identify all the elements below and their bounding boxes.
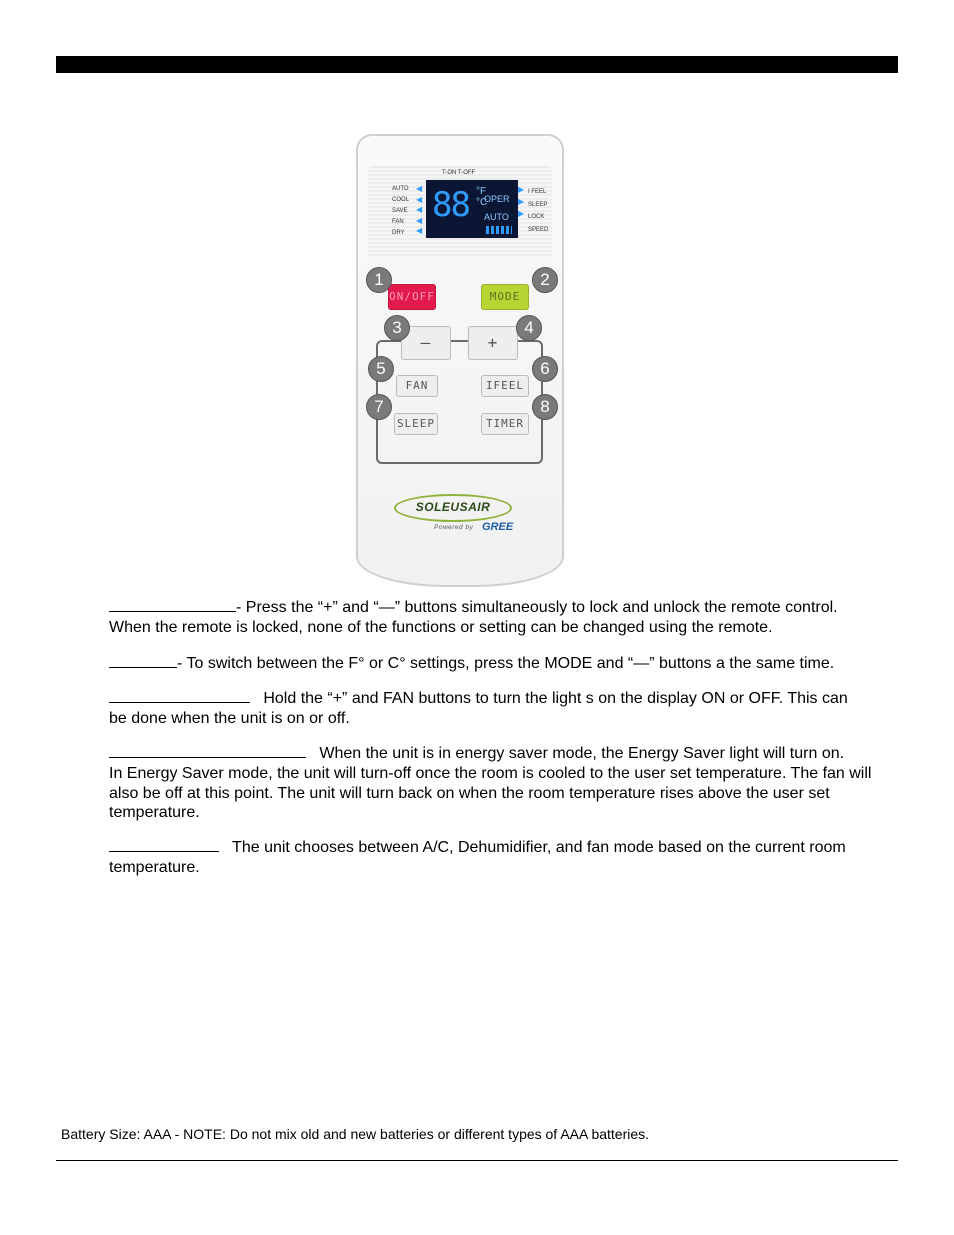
callout-3: 3 — [384, 315, 410, 341]
plus-button: + — [468, 326, 518, 360]
fan-button: FAN — [396, 375, 438, 397]
paragraph-auto-mode — [109, 837, 894, 878]
lcd-unit-f: °F — [476, 186, 487, 197]
lcd-left-arrows-icon: ◀ ◀ ◀ ◀ ◀ — [416, 184, 423, 235]
lcd-oper: OPER — [484, 194, 510, 204]
brand-logo: SOLEUSAIR — [394, 494, 512, 522]
onoff-button: ON/OFF — [388, 284, 436, 310]
redacted-heading-blank — [109, 597, 236, 612]
callout-2: 2 — [532, 267, 558, 293]
lcd-unit-c: °C — [476, 197, 488, 208]
lcd-label-ifeel: I FEEL — [528, 189, 547, 195]
ifeel-button: IFEEL — [481, 375, 529, 397]
minus-button: — — [401, 326, 451, 360]
paragraph-text: When the remote is locked, none of the functions or setting can be changed using the remote. — [109, 618, 773, 636]
header-bar — [56, 56, 898, 73]
paragraph-child-lock — [109, 597, 894, 638]
paragraph-text: temperature. — [109, 858, 200, 876]
lcd-label-cool: COOL — [392, 197, 410, 203]
lcd-mode-labels — [392, 184, 409, 239]
brand-powered-by: Powered by — [434, 524, 474, 531]
lcd-right-arrows-icon: ▶ ▶ ▶ — [518, 185, 525, 218]
redacted-heading-blank — [109, 743, 306, 758]
remote-control-illustration — [356, 134, 566, 589]
timer-button: TIMER — [481, 413, 529, 435]
fan-speed-bars-icon — [486, 226, 512, 234]
lcd-label-sleep: SLEEP — [528, 201, 548, 208]
paragraph-text: - To switch between the F° or C° settings, press the MODE and “—” buttons a the same time. — [177, 655, 835, 672]
sleep-button: SLEEP — [394, 413, 438, 435]
callout-6: 6 — [532, 356, 558, 382]
callout-8: 8 — [532, 394, 558, 420]
callout-7: 7 — [366, 394, 392, 420]
callout-1: 1 — [366, 267, 392, 293]
paragraph-temperature-unit — [109, 653, 894, 674]
redacted-heading-blank — [109, 688, 250, 703]
paragraph-text: In Energy Saver mode, the unit will turn-off once the room is cooled to the user set temperature. The fan will also be off at this point. The unit will turn back on when the room temperature rises above the user set temperature. — [109, 764, 872, 822]
lcd-label-fan: FAN — [392, 219, 404, 225]
lcd-label-dry: DRY — [392, 230, 405, 236]
lcd-panel — [368, 166, 552, 258]
paragraph-display-light — [109, 688, 894, 729]
battery-note: Battery Size: AAA - NOTE: Do not mix old and new batteries or different types of AAA batteries. — [61, 1126, 650, 1142]
callout-4: 4 — [516, 315, 542, 341]
lcd-feature-labels — [528, 186, 548, 236]
paragraph-text: Hold the “+” and FAN buttons to turn the light s on the display ON or OFF. This can — [263, 690, 848, 707]
callout-5: 5 — [368, 356, 394, 382]
mode-button: MODE — [481, 284, 529, 310]
lcd-label-auto: AUTO — [392, 186, 409, 192]
footer-rule — [56, 1160, 898, 1161]
redacted-heading-blank — [109, 653, 177, 668]
brand-partner-logo: GREE — [482, 521, 514, 533]
paragraph-text: When the unit is in energy saver mode, the Energy Saver light will turn on. — [319, 745, 845, 762]
lcd-label-speed: SPEED — [528, 226, 549, 233]
lcd-screen — [426, 180, 518, 238]
lcd-digits: 88 — [432, 185, 469, 225]
paragraph-text: be done when the unit is on or off. — [109, 709, 350, 727]
lcd-label-save: SAVE — [392, 208, 408, 214]
lcd-label-lock: LOCK — [528, 214, 545, 220]
redacted-heading-blank — [109, 837, 219, 852]
paragraph-energy-saver — [109, 743, 894, 823]
paragraph-text: The unit chooses between A/C, Dehumidifier, and fan mode based on the current room — [232, 839, 846, 856]
lcd-timer-labels: T-ON T-OFF — [442, 170, 476, 176]
paragraph-text: - Press the “+” and “—” buttons simultaneously to lock and unlock the remote control. — [236, 599, 838, 616]
lcd-auto: AUTO — [484, 212, 509, 222]
